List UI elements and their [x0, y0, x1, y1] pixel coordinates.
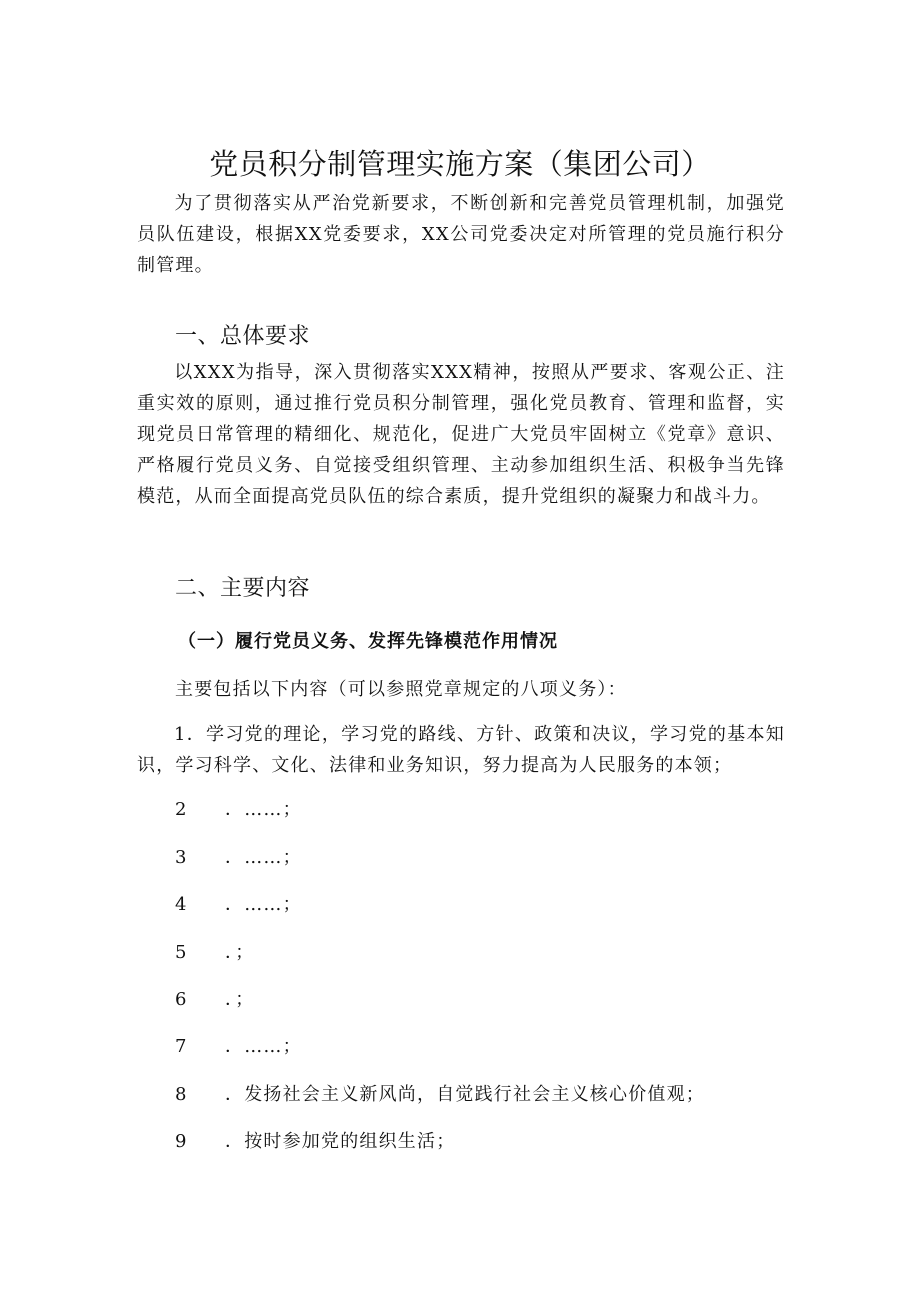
list-item: [175, 1127, 785, 1157]
content-lead: [175, 675, 785, 705]
list-item-1: [137, 719, 785, 781]
list-item-number: 4: [175, 894, 187, 915]
list-item-number: 7: [175, 1036, 187, 1057]
section-1-paragraph: [137, 357, 785, 512]
list-item-number: 2: [175, 799, 187, 820]
list-item-1-text: 1．学习党的理论，学习党的路线、方针、政策和决议，学习党的基本知识，学习科学、文化、法律和业务知识，努力提高为人民服务的本领；: [137, 724, 785, 776]
section-2-heading: 二、主要内容: [175, 576, 311, 601]
section-1-text: 以XXX为指导，深入贯彻落实XXX精神，按照从严要求、客观公正、注重实效的原则，通过推行党员积分制管理，强化党员教育、管理和监督，实现党员日常管理的精细化、规范化，促进广大党员牢固树立《党章》意识、严格履行党员义务、自觉接受组织管理、主动参加组织生活、积极争当先锋模范，从而全面提高党员队伍的综合素质，提升党组织的凝聚力和战斗力。: [137, 362, 785, 507]
list-item-text: ．……；: [225, 847, 302, 868]
list-item-number: 5: [175, 942, 187, 963]
list-item-number: 3: [175, 847, 187, 868]
intro-text: 为了贯彻落实从严治党新要求，不断创新和完善党员管理机制，加强党员队伍建设，根据XX党委要求，XX公司党委决定对所管理的党员施行积分制管理。: [137, 193, 785, 276]
list-item-text: ．……；: [225, 1036, 302, 1057]
list-item-text: ．；: [225, 989, 255, 1010]
list-item: [175, 1032, 785, 1062]
content-lead-text: 主要包括以下内容（可以参照党章规定的八项义务）：: [175, 679, 627, 700]
section-1-heading: 一、总体要求: [175, 324, 311, 349]
list-item-number: 6: [175, 989, 187, 1010]
list-item: [175, 890, 785, 920]
list-item: [175, 985, 785, 1015]
list-item-text: ．；: [225, 942, 255, 963]
list-item-number: 8: [175, 1084, 187, 1105]
list-item-text: ．按时参加党的组织生活；: [225, 1131, 456, 1152]
list-item-text: ．……；: [225, 799, 302, 820]
list-item: [175, 843, 785, 873]
list-item-number: 9: [175, 1131, 187, 1152]
document-title: 党员积分制管理实施方案（集团公司）: [209, 147, 711, 181]
list-item-text: ．……；: [225, 894, 302, 915]
intro-paragraph: [137, 188, 785, 281]
list-item: [175, 938, 785, 968]
subsection-1-heading: （一）履行党员义务、发挥先锋模范作用情况: [178, 631, 558, 652]
list-item: [175, 1080, 785, 1110]
list-item-text: ．发扬社会主义新风尚，自觉践行社会主义核心价值观；: [225, 1084, 705, 1105]
list-item: [175, 795, 785, 825]
